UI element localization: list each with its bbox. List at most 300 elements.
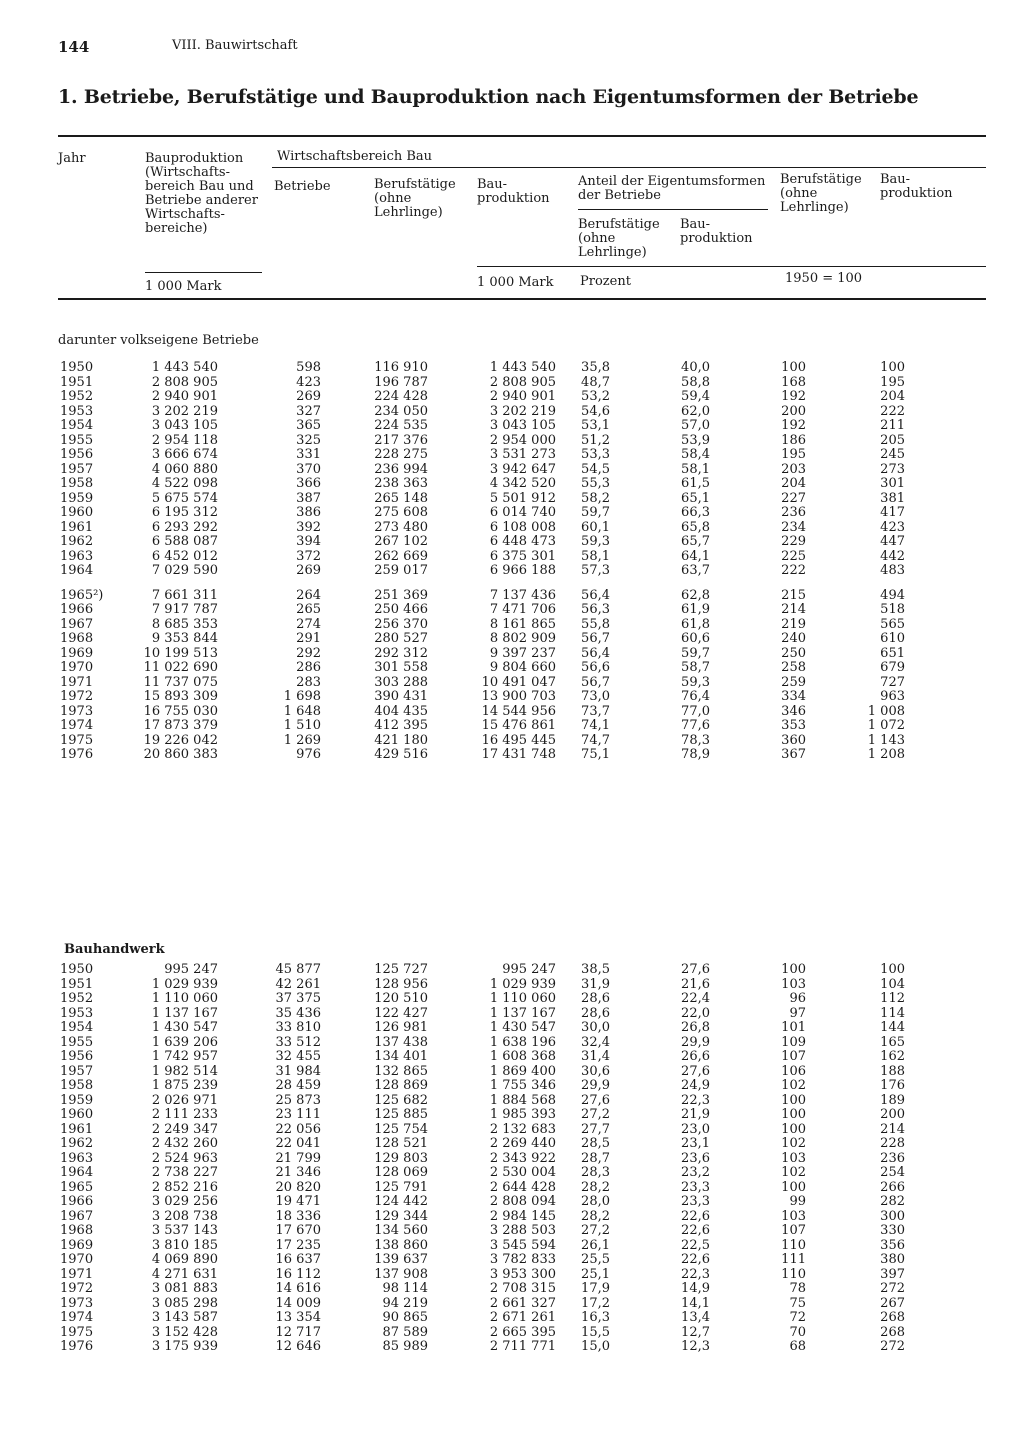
cell-anteil-berufstaetige: 25,1 bbox=[581, 1266, 610, 1282]
table-row bbox=[0, 418, 1024, 433]
header-anteil-bauproduktion: Bau- produktion bbox=[680, 217, 753, 246]
cell-index-bauproduktion: 165 bbox=[880, 1034, 905, 1050]
cell-anteil-berufstaetige: 28,7 bbox=[581, 1150, 610, 1166]
cell-betriebe: 14 616 bbox=[275, 1281, 321, 1296]
cell-year: 1963 bbox=[60, 1150, 94, 1166]
cell-bauproduktion: 4 342 520 bbox=[489, 476, 556, 491]
cell-berufstaetige: 120 510 bbox=[374, 991, 428, 1006]
cell-index-bauproduktion: 1 072 bbox=[867, 718, 905, 733]
cell-index-bauproduktion: 228 bbox=[880, 1136, 905, 1151]
cell-index-berufstaetige: 215 bbox=[781, 587, 806, 603]
cell-bauproduktion-gesamt: 2 852 216 bbox=[151, 1179, 218, 1195]
cell-anteil-berufstaetige: 54,5 bbox=[581, 461, 610, 477]
unit-prozent: Prozent bbox=[580, 274, 631, 289]
cell-bauproduktion: 1 755 346 bbox=[489, 1078, 556, 1093]
cell-bauproduktion-gesamt: 3 208 738 bbox=[151, 1208, 218, 1224]
cell-anteil-berufstaetige: 28,2 bbox=[581, 1208, 610, 1224]
cell-index-berufstaetige: 100 bbox=[781, 1107, 806, 1122]
cell-anteil-berufstaetige: 60,1 bbox=[581, 519, 610, 535]
cell-berufstaetige: 128 521 bbox=[374, 1136, 428, 1151]
cell-bauproduktion-gesamt: 2 940 901 bbox=[151, 389, 218, 404]
cell-bauproduktion: 15 476 861 bbox=[481, 718, 556, 733]
table-row bbox=[0, 1180, 1024, 1195]
table-row bbox=[0, 1339, 1024, 1354]
cell-bauproduktion-gesamt: 16 755 030 bbox=[143, 703, 218, 719]
cell-year: 1964 bbox=[60, 1165, 94, 1180]
cell-anteil-bauproduktion: 40,0 bbox=[681, 360, 710, 375]
cell-bauproduktion: 2 661 327 bbox=[489, 1295, 556, 1311]
cell-year: 1968 bbox=[60, 631, 94, 646]
cell-year: 1951 bbox=[60, 374, 94, 390]
cell-year: 1971 bbox=[60, 674, 94, 690]
cell-bauproduktion-gesamt: 4 271 631 bbox=[151, 1266, 218, 1282]
cell-anteil-bauproduktion: 78,3 bbox=[681, 732, 710, 748]
cell-index-bauproduktion: 300 bbox=[880, 1208, 905, 1224]
cell-index-bauproduktion: 267 bbox=[880, 1295, 905, 1311]
cell-bauproduktion: 9 804 660 bbox=[489, 660, 556, 675]
cell-anteil-berufstaetige: 27,7 bbox=[581, 1121, 610, 1137]
cell-index-berufstaetige: 258 bbox=[781, 660, 806, 675]
table-row bbox=[0, 563, 1024, 578]
cell-anteil-bauproduktion: 22,5 bbox=[681, 1237, 710, 1253]
cell-year: 1950 bbox=[60, 962, 94, 977]
cell-index-bauproduktion: 144 bbox=[880, 1020, 905, 1035]
cell-anteil-bauproduktion: 63,7 bbox=[681, 563, 710, 578]
table-row bbox=[0, 549, 1024, 564]
table-title: 1. Betriebe, Berufstätige und Bauproduktion nach Eigentumsformen der Betriebe bbox=[58, 86, 919, 108]
cell-anteil-bauproduktion: 29,9 bbox=[681, 1034, 710, 1050]
cell-berufstaetige: 98 114 bbox=[382, 1281, 428, 1296]
cell-index-berufstaetige: 346 bbox=[781, 703, 806, 719]
table-row bbox=[0, 1064, 1024, 1079]
cell-betriebe: 37 375 bbox=[275, 991, 321, 1006]
cell-bauproduktion-gesamt: 1 443 540 bbox=[151, 360, 218, 375]
cell-index-berufstaetige: 100 bbox=[781, 1121, 806, 1137]
cell-berufstaetige: 262 669 bbox=[374, 548, 428, 564]
cell-bauproduktion-gesamt: 17 873 379 bbox=[143, 718, 218, 733]
cell-anteil-berufstaetige: 29,9 bbox=[581, 1078, 610, 1093]
cell-index-berufstaetige: 109 bbox=[781, 1034, 806, 1050]
table-row bbox=[0, 1122, 1024, 1137]
cell-anteil-bauproduktion: 61,9 bbox=[681, 602, 710, 617]
cell-anteil-berufstaetige: 17,2 bbox=[581, 1295, 610, 1311]
cell-anteil-berufstaetige: 73,7 bbox=[581, 703, 610, 719]
table-row bbox=[0, 977, 1024, 992]
table-row bbox=[0, 404, 1024, 419]
cell-bauproduktion-gesamt: 6 293 292 bbox=[151, 519, 218, 535]
cell-betriebe: 283 bbox=[296, 674, 321, 690]
cell-anteil-berufstaetige: 58,1 bbox=[581, 548, 610, 564]
cell-berufstaetige: 87 589 bbox=[382, 1324, 428, 1340]
cell-index-bauproduktion: 330 bbox=[880, 1223, 905, 1238]
cell-anteil-bauproduktion: 62,0 bbox=[681, 403, 710, 419]
unit-rule-2 bbox=[477, 266, 986, 267]
cell-bauproduktion: 2 940 901 bbox=[489, 389, 556, 404]
table-row bbox=[0, 1252, 1024, 1267]
cell-index-bauproduktion: 254 bbox=[880, 1165, 905, 1180]
section-label-volkseigene: darunter volkseigene Betriebe bbox=[58, 333, 259, 348]
cell-year: 1974 bbox=[60, 1310, 94, 1325]
cell-index-berufstaetige: 78 bbox=[789, 1281, 806, 1296]
cell-anteil-berufstaetige: 17,9 bbox=[581, 1281, 610, 1296]
cell-index-bauproduktion: 1 208 bbox=[867, 747, 905, 762]
cell-index-berufstaetige: 192 bbox=[781, 418, 806, 433]
top-rule bbox=[58, 135, 986, 137]
cell-bauproduktion: 2 808 094 bbox=[489, 1194, 556, 1209]
cell-anteil-berufstaetige: 32,4 bbox=[581, 1034, 610, 1050]
cell-betriebe: 22 041 bbox=[275, 1136, 321, 1151]
cell-anteil-bauproduktion: 22,3 bbox=[681, 1266, 710, 1282]
cell-bauproduktion-gesamt: 3 810 185 bbox=[151, 1237, 218, 1253]
table-row bbox=[0, 1165, 1024, 1180]
cell-anteil-berufstaetige: 56,3 bbox=[581, 602, 610, 617]
cell-bauproduktion: 3 288 503 bbox=[489, 1223, 556, 1238]
cell-index-berufstaetige: 68 bbox=[789, 1339, 806, 1354]
cell-berufstaetige: 421 180 bbox=[374, 732, 428, 748]
cell-bauproduktion-gesamt: 1 430 547 bbox=[151, 1020, 218, 1035]
cell-berufstaetige: 132 865 bbox=[374, 1063, 428, 1079]
table-row bbox=[0, 991, 1024, 1006]
cell-betriebe: 394 bbox=[296, 534, 321, 549]
cell-betriebe: 23 111 bbox=[275, 1107, 321, 1122]
unit-1000-mark-a: 1 000 Mark bbox=[145, 279, 222, 294]
cell-anteil-bauproduktion: 23,3 bbox=[681, 1194, 710, 1209]
cell-anteil-bauproduktion: 14,9 bbox=[681, 1281, 710, 1296]
cell-index-bauproduktion: 273 bbox=[880, 461, 905, 477]
cell-anteil-berufstaetige: 26,1 bbox=[581, 1237, 610, 1253]
cell-bauproduktion: 2 644 428 bbox=[489, 1179, 556, 1195]
cell-anteil-bauproduktion: 66,3 bbox=[681, 505, 710, 520]
cell-year: 1957 bbox=[60, 1063, 94, 1079]
table-row bbox=[0, 1020, 1024, 1035]
cell-betriebe: 19 471 bbox=[275, 1194, 321, 1209]
cell-bauproduktion: 1 430 547 bbox=[489, 1020, 556, 1035]
cell-index-bauproduktion: 211 bbox=[880, 418, 905, 433]
cell-index-bauproduktion: 268 bbox=[880, 1324, 905, 1340]
cell-anteil-berufstaetige: 28,3 bbox=[581, 1165, 610, 1180]
cell-year: 1960 bbox=[60, 505, 94, 520]
cell-betriebe: 31 984 bbox=[275, 1063, 321, 1079]
cell-anteil-berufstaetige: 56,7 bbox=[581, 631, 610, 646]
cell-anteil-berufstaetige: 58,2 bbox=[581, 490, 610, 506]
cell-index-berufstaetige: 186 bbox=[781, 432, 806, 448]
table-row bbox=[0, 505, 1024, 520]
cell-betriebe: 25 873 bbox=[275, 1092, 321, 1108]
cell-anteil-berufstaetige: 27,6 bbox=[581, 1092, 610, 1108]
cell-index-berufstaetige: 192 bbox=[781, 389, 806, 404]
cell-index-bauproduktion: 204 bbox=[880, 389, 905, 404]
cell-bauproduktion-gesamt: 1 875 239 bbox=[151, 1078, 218, 1093]
cell-index-berufstaetige: 103 bbox=[781, 976, 806, 992]
cell-index-berufstaetige: 250 bbox=[781, 645, 806, 661]
cell-berufstaetige: 412 395 bbox=[374, 718, 428, 733]
cell-bauproduktion: 995 247 bbox=[502, 962, 556, 977]
cell-berufstaetige: 273 480 bbox=[374, 519, 428, 535]
cell-index-berufstaetige: 367 bbox=[781, 747, 806, 762]
cell-betriebe: 14 009 bbox=[275, 1295, 321, 1311]
cell-bauproduktion-gesamt: 1 029 939 bbox=[151, 976, 218, 992]
cell-index-berufstaetige: 110 bbox=[781, 1237, 806, 1253]
cell-year: 1961 bbox=[60, 1121, 94, 1137]
cell-index-berufstaetige: 107 bbox=[781, 1223, 806, 1238]
cell-bauproduktion: 3 953 300 bbox=[489, 1266, 556, 1282]
cell-bauproduktion: 1 029 939 bbox=[489, 976, 556, 992]
cell-betriebe: 12 646 bbox=[275, 1339, 321, 1354]
cell-betriebe: 265 bbox=[296, 602, 321, 617]
cell-anteil-berufstaetige: 48,7 bbox=[581, 374, 610, 390]
cell-index-bauproduktion: 176 bbox=[880, 1078, 905, 1093]
cell-index-bauproduktion: 1 008 bbox=[867, 703, 905, 719]
cell-year: 1956 bbox=[60, 447, 94, 462]
cell-berufstaetige: 238 363 bbox=[374, 476, 428, 491]
cell-bauproduktion-gesamt: 4 069 890 bbox=[151, 1252, 218, 1267]
cell-berufstaetige: 85 989 bbox=[382, 1339, 428, 1354]
cell-betriebe: 366 bbox=[296, 476, 321, 491]
cell-berufstaetige: 228 275 bbox=[374, 447, 428, 462]
cell-anteil-bauproduktion: 58,7 bbox=[681, 660, 710, 675]
cell-berufstaetige: 267 102 bbox=[374, 534, 428, 549]
cell-index-bauproduktion: 282 bbox=[880, 1194, 905, 1209]
table-row bbox=[0, 675, 1024, 690]
cell-anteil-berufstaetige: 38,5 bbox=[581, 962, 610, 977]
cell-betriebe: 269 bbox=[296, 389, 321, 404]
cell-bauproduktion: 16 495 445 bbox=[481, 732, 556, 748]
cell-betriebe: 28 459 bbox=[275, 1078, 321, 1093]
cell-betriebe: 22 056 bbox=[275, 1121, 321, 1137]
cell-berufstaetige: 303 288 bbox=[374, 674, 428, 690]
cell-berufstaetige: 134 560 bbox=[374, 1223, 428, 1238]
cell-anteil-berufstaetige: 75,1 bbox=[581, 747, 610, 762]
table-row bbox=[0, 1325, 1024, 1340]
cell-berufstaetige: 292 312 bbox=[374, 645, 428, 661]
cell-index-berufstaetige: 96 bbox=[789, 991, 806, 1006]
cell-index-bauproduktion: 100 bbox=[880, 360, 905, 375]
cell-index-bauproduktion: 112 bbox=[880, 991, 905, 1006]
table-row bbox=[0, 360, 1024, 375]
cell-berufstaetige: 134 401 bbox=[374, 1049, 428, 1064]
cell-bauproduktion: 6 966 188 bbox=[489, 563, 556, 578]
cell-anteil-berufstaetige: 56,4 bbox=[581, 587, 610, 603]
cell-bauproduktion-gesamt: 6 588 087 bbox=[151, 534, 218, 549]
cell-betriebe: 392 bbox=[296, 519, 321, 535]
table-row bbox=[0, 718, 1024, 733]
cell-anteil-berufstaetige: 27,2 bbox=[581, 1223, 610, 1238]
wirtschaftsbereich-rule bbox=[272, 167, 986, 168]
cell-anteil-bauproduktion: 14,1 bbox=[681, 1295, 710, 1311]
header-bauproduktion-gesamt: Bauproduktion (Wirtschafts- bereich Bau und Betriebe anderer Wirtschafts- bereiche) bbox=[145, 151, 258, 236]
cell-anteil-bauproduktion: 21,6 bbox=[681, 976, 710, 992]
cell-anteil-bauproduktion: 27,6 bbox=[681, 1063, 710, 1079]
cell-index-bauproduktion: 162 bbox=[880, 1049, 905, 1064]
cell-year: 1963 bbox=[60, 548, 94, 564]
cell-betriebe: 387 bbox=[296, 490, 321, 506]
cell-index-bauproduktion: 494 bbox=[880, 587, 905, 603]
cell-betriebe: 386 bbox=[296, 505, 321, 520]
cell-betriebe: 45 877 bbox=[275, 962, 321, 977]
cell-betriebe: 269 bbox=[296, 563, 321, 578]
cell-year: 1975 bbox=[60, 1324, 94, 1340]
cell-berufstaetige: 224 535 bbox=[374, 418, 428, 433]
cell-anteil-berufstaetige: 53,1 bbox=[581, 418, 610, 433]
cell-anteil-berufstaetige: 74,7 bbox=[581, 732, 610, 748]
cell-index-berufstaetige: 334 bbox=[781, 689, 806, 704]
cell-bauproduktion-gesamt: 3 537 143 bbox=[151, 1223, 218, 1238]
cell-index-berufstaetige: 110 bbox=[781, 1266, 806, 1282]
cell-index-bauproduktion: 381 bbox=[880, 490, 905, 506]
header-betriebe: Betriebe bbox=[274, 179, 331, 194]
table-row bbox=[0, 375, 1024, 390]
cell-anteil-bauproduktion: 58,8 bbox=[681, 374, 710, 390]
cell-index-bauproduktion: 356 bbox=[880, 1237, 905, 1253]
cell-betriebe: 42 261 bbox=[275, 976, 321, 992]
cell-berufstaetige: 125 754 bbox=[374, 1121, 428, 1137]
cell-berufstaetige: 251 369 bbox=[374, 587, 428, 603]
cell-year: 1972 bbox=[60, 689, 94, 704]
cell-year: 1975 bbox=[60, 732, 94, 748]
cell-anteil-bauproduktion: 58,1 bbox=[681, 461, 710, 477]
table-row bbox=[0, 1049, 1024, 1064]
cell-berufstaetige: 236 994 bbox=[374, 461, 428, 477]
table-row bbox=[0, 1136, 1024, 1151]
cell-bauproduktion-gesamt: 15 893 309 bbox=[143, 689, 218, 704]
cell-year: 1973 bbox=[60, 703, 94, 719]
unit-index: 1950 = 100 bbox=[785, 271, 863, 286]
cell-bauproduktion: 2 954 000 bbox=[489, 432, 556, 448]
page-number: 144 bbox=[58, 38, 90, 56]
cell-year: 1966 bbox=[60, 1194, 94, 1209]
cell-year: 1957 bbox=[60, 461, 94, 477]
cell-betriebe: 16 637 bbox=[275, 1252, 321, 1267]
table-row bbox=[0, 1078, 1024, 1093]
cell-anteil-berufstaetige: 30,0 bbox=[581, 1020, 610, 1035]
cell-index-berufstaetige: 236 bbox=[781, 505, 806, 520]
cell-anteil-bauproduktion: 23,6 bbox=[681, 1150, 710, 1166]
cell-bauproduktion-gesamt: 1 982 514 bbox=[151, 1063, 218, 1079]
cell-bauproduktion-gesamt: 2 249 347 bbox=[151, 1121, 218, 1137]
cell-berufstaetige: 250 466 bbox=[374, 602, 428, 617]
cell-index-berufstaetige: 99 bbox=[789, 1194, 806, 1209]
cell-anteil-berufstaetige: 56,7 bbox=[581, 674, 610, 690]
cell-bauproduktion-gesamt: 995 247 bbox=[164, 962, 218, 977]
cell-bauproduktion: 10 491 047 bbox=[481, 674, 556, 690]
cell-anteil-berufstaetige: 59,7 bbox=[581, 505, 610, 520]
table-row bbox=[0, 1238, 1024, 1253]
cell-bauproduktion-gesamt: 20 860 383 bbox=[143, 747, 218, 762]
cell-betriebe: 18 336 bbox=[275, 1208, 321, 1224]
cell-anteil-berufstaetige: 54,6 bbox=[581, 403, 610, 419]
cell-bauproduktion-gesamt: 1 742 957 bbox=[151, 1049, 218, 1064]
cell-berufstaetige: 280 527 bbox=[374, 631, 428, 646]
cell-year: 1969 bbox=[60, 645, 94, 661]
cell-year: 1958 bbox=[60, 1078, 94, 1093]
cell-index-berufstaetige: 97 bbox=[789, 1005, 806, 1021]
cell-betriebe: 1 269 bbox=[283, 732, 321, 748]
cell-bauproduktion-gesamt: 3 029 256 bbox=[151, 1194, 218, 1209]
cell-bauproduktion: 2 984 145 bbox=[489, 1208, 556, 1224]
cell-berufstaetige: 125 791 bbox=[374, 1179, 428, 1195]
cell-year: 1970 bbox=[60, 1252, 94, 1267]
cell-index-bauproduktion: 397 bbox=[880, 1266, 905, 1282]
cell-anteil-berufstaetige: 15,5 bbox=[581, 1324, 610, 1340]
cell-index-berufstaetige: 259 bbox=[781, 674, 806, 690]
cell-bauproduktion: 1 110 060 bbox=[489, 991, 556, 1006]
cell-bauproduktion-gesamt: 2 524 963 bbox=[151, 1150, 218, 1166]
cell-bauproduktion: 6 375 301 bbox=[489, 548, 556, 564]
table-row bbox=[0, 1107, 1024, 1122]
cell-betriebe: 327 bbox=[296, 403, 321, 419]
header-bottom-rule bbox=[58, 298, 986, 300]
cell-anteil-berufstaetige: 30,6 bbox=[581, 1063, 610, 1079]
cell-anteil-berufstaetige: 55,8 bbox=[581, 616, 610, 632]
cell-berufstaetige: 234 050 bbox=[374, 403, 428, 419]
table-row bbox=[0, 1310, 1024, 1325]
cell-index-berufstaetige: 106 bbox=[781, 1063, 806, 1079]
cell-anteil-bauproduktion: 61,8 bbox=[681, 616, 710, 632]
cell-bauproduktion: 3 202 219 bbox=[489, 403, 556, 419]
cell-bauproduktion-gesamt: 3 143 587 bbox=[151, 1310, 218, 1325]
cell-berufstaetige: 129 803 bbox=[374, 1150, 428, 1166]
cell-index-bauproduktion: 214 bbox=[880, 1121, 905, 1137]
cell-index-berufstaetige: 72 bbox=[789, 1310, 806, 1325]
cell-bauproduktion: 13 900 703 bbox=[481, 689, 556, 704]
cell-index-berufstaetige: 107 bbox=[781, 1049, 806, 1064]
cell-index-bauproduktion: 442 bbox=[880, 548, 905, 564]
cell-anteil-bauproduktion: 27,6 bbox=[681, 962, 710, 977]
table-row bbox=[0, 433, 1024, 448]
cell-berufstaetige: 126 981 bbox=[374, 1020, 428, 1035]
table-row bbox=[0, 617, 1024, 632]
cell-year: 1951 bbox=[60, 976, 94, 992]
cell-index-bauproduktion: 188 bbox=[880, 1063, 905, 1079]
cell-bauproduktion: 1 443 540 bbox=[489, 360, 556, 375]
cell-index-berufstaetige: 103 bbox=[781, 1150, 806, 1166]
section-label-bauhandwerk: Bauhandwerk bbox=[64, 942, 165, 957]
cell-bauproduktion-gesamt: 2 808 905 bbox=[151, 374, 218, 390]
cell-anteil-berufstaetige: 31,4 bbox=[581, 1049, 610, 1064]
table-row bbox=[0, 1035, 1024, 1050]
cell-index-bauproduktion: 417 bbox=[880, 505, 905, 520]
cell-index-bauproduktion: 483 bbox=[880, 563, 905, 578]
cell-index-bauproduktion: 447 bbox=[880, 534, 905, 549]
cell-anteil-berufstaetige: 16,3 bbox=[581, 1310, 610, 1325]
cell-berufstaetige: 138 860 bbox=[374, 1237, 428, 1253]
cell-index-bauproduktion: 679 bbox=[880, 660, 905, 675]
table-row bbox=[0, 689, 1024, 704]
cell-anteil-bauproduktion: 59,3 bbox=[681, 674, 710, 690]
cell-berufstaetige: 128 069 bbox=[374, 1165, 428, 1180]
table-row bbox=[0, 520, 1024, 535]
cell-index-berufstaetige: 204 bbox=[781, 476, 806, 491]
table-row bbox=[0, 660, 1024, 675]
cell-year: 1972 bbox=[60, 1281, 94, 1296]
cell-berufstaetige: 137 438 bbox=[374, 1034, 428, 1050]
cell-year: 1962 bbox=[60, 534, 94, 549]
cell-year: 1965 bbox=[60, 1179, 94, 1195]
table-row bbox=[0, 1194, 1024, 1209]
cell-berufstaetige: 217 376 bbox=[374, 432, 428, 448]
cell-anteil-bauproduktion: 58,4 bbox=[681, 447, 710, 462]
cell-bauproduktion: 3 545 594 bbox=[489, 1237, 556, 1253]
cell-bauproduktion-gesamt: 11 737 075 bbox=[143, 674, 218, 690]
cell-berufstaetige: 129 344 bbox=[374, 1208, 428, 1224]
cell-year: 1954 bbox=[60, 418, 94, 433]
cell-bauproduktion: 17 431 748 bbox=[481, 747, 556, 762]
cell-index-berufstaetige: 240 bbox=[781, 631, 806, 646]
cell-anteil-berufstaetige: 73,0 bbox=[581, 689, 610, 704]
cell-betriebe: 20 820 bbox=[275, 1179, 321, 1195]
cell-anteil-bauproduktion: 22,0 bbox=[681, 1005, 710, 1021]
cell-bauproduktion-gesamt: 11 022 690 bbox=[143, 660, 218, 675]
